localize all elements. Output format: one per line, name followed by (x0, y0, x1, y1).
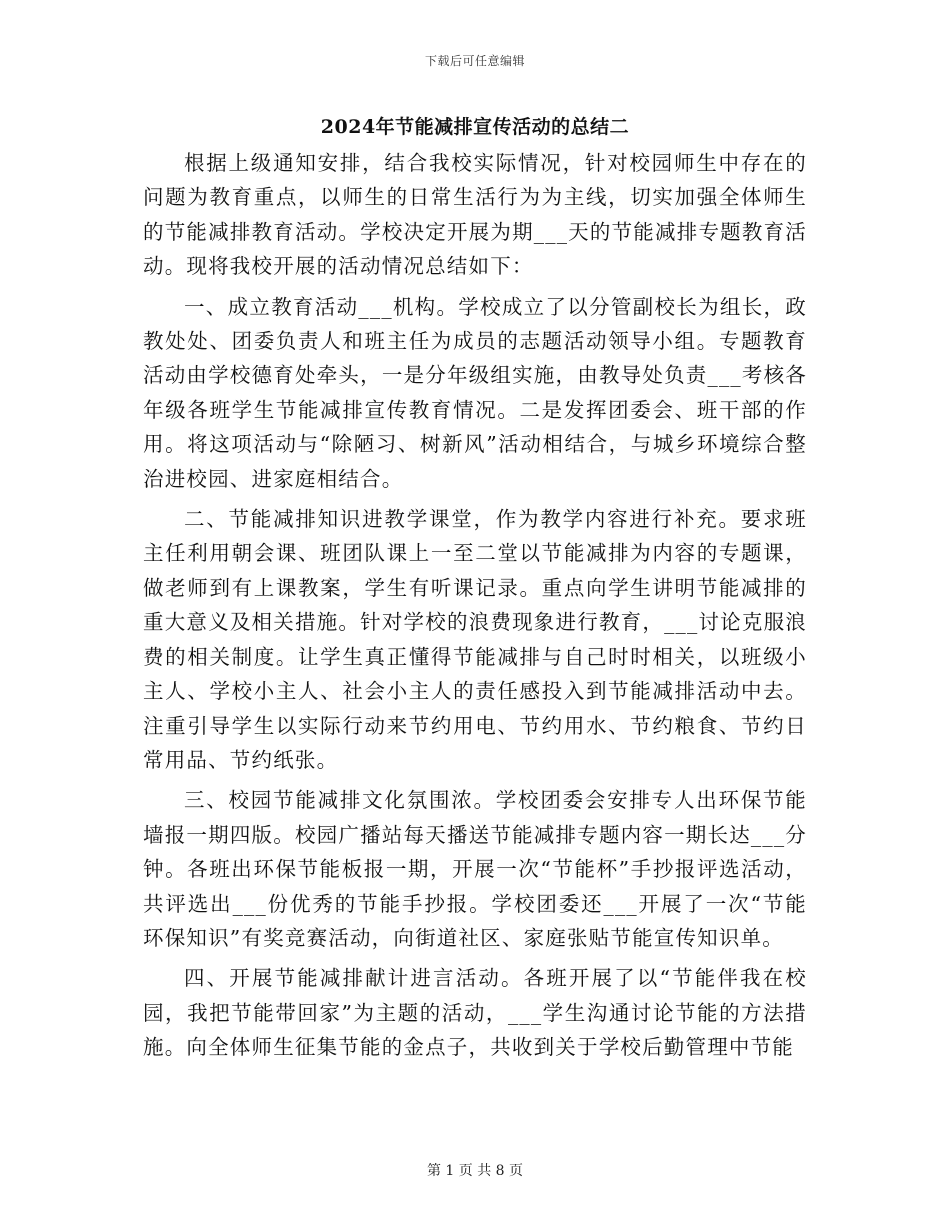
paragraph-section-2: 二、节能减排知识进教学课堂，作为教学内容进行补充。要求班主任利用朝会课、班团队课上一至二堂以节能减排为内容的专题课，做老师到有上课教案，学生有听课记录。重点向学生讲明节能减排的重大意义及相关措施。针对学校的浪费现象进行教育，___讨论克服浪费的相关制度。让学生真正懂得节能减排与自己时时相关，以班级小主人、学校小主人、社会小主人的责任感投入到节能减排活动中去。注重引导学生以实际行动来节约用电、节约用水、节约粮食、节约日常用品、节约纸张。 (143, 507, 807, 772)
paragraph-section-4: 四、开展节能减排献计进言活动。各班开展了以“节能伴我在校园，我把节能带回家”为主题的活动，___学生沟通讨论节能的方法措施。向全体师生征集节能的金点子，共收到关于学校后勤管理中节能 (143, 966, 807, 1060)
document-title: 2024年节能减排宣传活动的总结二 (320, 116, 630, 138)
paragraph-section-1: 一、成立教育活动___机构。学校成立了以分管副校长为组长，政教处处、团委负责人和班主任为成员的志题活动领导小组。专题教育活动由学校德育处牵头，一是分年级组实施，由教导处负责___考核各年级各班学生节能减排宣传教育情况。二是发挥团委会、班干部的作用。将这项活动与“除陋习、树新风”活动相结合，与城乡环境综合整治进校园、进家庭相结合。 (143, 294, 807, 491)
paragraph-intro: 根据上级通知安排，结合我校实际情况，针对校园师生中存在的问题为教育重点，以师生的日常生活行为为主线，切实加强全体师生的节能减排教育活动。学校决定开展为期___天的节能减排专题教育活动。现将我校开展的活动情况总结如下： (143, 151, 807, 279)
page-number: 第 1 页 共 8 页 (426, 1163, 524, 1179)
document-body (143, 146, 807, 1071)
header-note: 下载后可任意编辑 (424, 54, 525, 68)
paragraph-section-3: 三、校园节能减排文化氛围浓。学校团委会安排专人出环保节能墙报一期四版。校园广播站每天播送节能减排专题内容一期长达___分钟。各班出环保节能板报一期，开展一次“节能杯”手抄报评选活动，共评选出___份优秀的节能手抄报。学校团委还___开展了一次“节能环保知识”有奖竞赛活动，向街道社区、家庭张贴节能宣传知识单。 (143, 788, 807, 950)
